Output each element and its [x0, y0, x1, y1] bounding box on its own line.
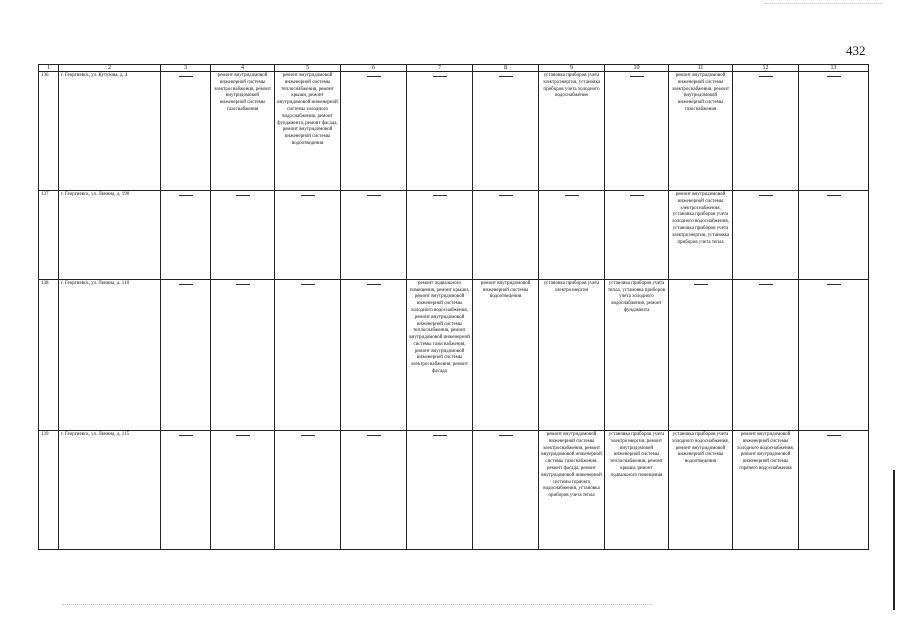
empty-dash: [301, 195, 315, 196]
work-cell: [799, 190, 869, 279]
work-cell: установка приборов учета электроэнергии: [539, 279, 605, 430]
row-number: 136: [39, 72, 59, 191]
address-cell: г. Георгиевск, ул. Ленина, д. 115: [59, 430, 161, 549]
empty-dash: [499, 195, 513, 196]
work-cell: [473, 72, 539, 191]
scan-artifact-top: [765, 3, 883, 4]
work-cell: [605, 72, 669, 191]
work-cell: [161, 279, 211, 430]
row-number: 137: [39, 190, 59, 279]
column-number-row: [39, 65, 869, 72]
empty-dash: [179, 435, 193, 436]
column-header: 3: [161, 65, 211, 72]
address-cell: г. Георгиевск, ул. Ленина, д. 110: [59, 279, 161, 430]
repair-schedule-table: [38, 64, 869, 550]
work-cell: [539, 190, 605, 279]
column-header: 10: [605, 65, 669, 72]
empty-dash: [499, 76, 513, 77]
work-cell: [211, 430, 275, 549]
work-cell: [733, 72, 799, 191]
work-cell: [605, 190, 669, 279]
empty-dash: [565, 195, 579, 196]
page-number: 432: [846, 43, 866, 58]
work-cell: [407, 430, 473, 549]
work-cell: [161, 190, 211, 279]
column-header: 4: [211, 65, 275, 72]
empty-dash: [179, 76, 193, 77]
work-cell: [275, 190, 341, 279]
column-header: 7: [407, 65, 473, 72]
work-cell: ремонт внутридомовой инженерной системы теплоснабжения, ремонт крыши, ремонт внутридомовой инженерной системы холодного водоснабжения, ремонт фундамента, ремонт фасада, ремонт внутридомовой инженерной системы водоотведения: [275, 72, 341, 191]
table-row: [39, 430, 869, 549]
work-cell: [473, 430, 539, 549]
scan-artifact-bottom: [62, 604, 652, 605]
empty-dash: [827, 76, 841, 77]
empty-dash: [367, 76, 381, 77]
empty-dash: [179, 284, 193, 285]
work-cell: [407, 72, 473, 191]
table-row: [39, 279, 869, 430]
work-cell: [733, 190, 799, 279]
column-header: 6: [341, 65, 407, 72]
column-header: 13: [799, 65, 869, 72]
work-cell: [733, 279, 799, 430]
work-cell: ремонт внутридомовой инженерной системы водоотведения: [473, 279, 539, 430]
work-cell: установка приборов учета электроэнергии, ремонт внутридомовой инженерной системы теплоснабжения, ремонт крыши, ремонт подвального помещения: [605, 430, 669, 549]
empty-dash: [827, 435, 841, 436]
work-cell: установка приборов учета электроэнергии, установка приборов учета холодного водоснабжения: [539, 72, 605, 191]
scan-edge-mark: [893, 470, 895, 610]
empty-dash: [236, 284, 250, 285]
row-number: 139: [39, 430, 59, 549]
empty-dash: [630, 195, 644, 196]
column-header: 5: [275, 65, 341, 72]
empty-dash: [367, 435, 381, 436]
work-cell: [211, 279, 275, 430]
table-row: [39, 190, 869, 279]
work-cell: ремонт внутридомовой инженерной системы холодного водоснабжения, ремонт внутридомовой инженерной системы горячего водоснабжения: [733, 430, 799, 549]
work-cell: [341, 279, 407, 430]
work-cell: [799, 430, 869, 549]
address-cell: г. Георгиевск, ул. Кутузова, д. 4: [59, 72, 161, 191]
empty-dash: [630, 76, 644, 77]
column-header: 2: [59, 65, 161, 72]
work-cell: [341, 72, 407, 191]
empty-dash: [827, 195, 841, 196]
work-cell: ремонт внутридомовой инженерной системы электроснабжения, ремонт внутридомовой инженерной системы газоснабжения: [669, 72, 733, 191]
work-cell: [275, 430, 341, 549]
empty-dash: [433, 76, 447, 77]
table-row: [39, 72, 869, 191]
work-cell: установка приборов учета холодного водоснабжения, ремонт внутридомовой инженерной системы водоотведения: [669, 430, 733, 549]
column-header: 8: [473, 65, 539, 72]
empty-dash: [694, 284, 708, 285]
row-number: 138: [39, 279, 59, 430]
empty-dash: [236, 195, 250, 196]
empty-dash: [759, 76, 773, 77]
empty-dash: [499, 435, 513, 436]
empty-dash: [236, 435, 250, 436]
work-cell: установка приборов учета тепла, установка приборов учета холодного водоснабжения, ремонт фундамента: [605, 279, 669, 430]
empty-dash: [433, 195, 447, 196]
column-header: 11: [669, 65, 733, 72]
empty-dash: [759, 284, 773, 285]
work-cell: [161, 72, 211, 191]
column-header: 1: [39, 65, 59, 72]
empty-dash: [827, 284, 841, 285]
address-cell: г. Георгиевск, ул. Ленина, д. 190: [59, 190, 161, 279]
work-cell: [161, 430, 211, 549]
work-cell: ремонт внутридомовой инженерной системы электроснабжения, установка приборов учета холодного водоснабжения, установка приборов учета электроэнергии, установка приборов учета тепла: [669, 190, 733, 279]
work-cell: ремонт внутридомовой инженерной системы электроснабжения, ремонт внутридомовой инженерной системы газоснабжения, ремонт фасада, ремонт внутридомовой инженерной системы горячего водоснабжения, установка приборов учета тепла: [539, 430, 605, 549]
empty-dash: [759, 195, 773, 196]
empty-dash: [367, 195, 381, 196]
work-cell: ремонт внутридомовой инженерной системы электроснабжения, ремонт внутридомовой инженерной системы газоснабжения: [211, 72, 275, 191]
empty-dash: [433, 435, 447, 436]
work-cell: [341, 430, 407, 549]
work-cell: [407, 190, 473, 279]
work-cell: [669, 279, 733, 430]
work-cell: ремонт подвального помещения, ремонт крыши, ремонт внутридомовой инженерной системы холодного водоснабжения, ремонт внутридомовой инженерной системы теплоснабжения, ремонт внутридомовой инженерной системы газоснабжения, ремонт внутридомовой инженерной системы электроснабжения, ремонт фасада: [407, 279, 473, 430]
column-header: 9: [539, 65, 605, 72]
empty-dash: [301, 435, 315, 436]
work-cell: [275, 279, 341, 430]
work-cell: [799, 72, 869, 191]
empty-dash: [301, 284, 315, 285]
work-cell: [473, 190, 539, 279]
empty-dash: [367, 284, 381, 285]
work-cell: [799, 279, 869, 430]
work-cell: [211, 190, 275, 279]
work-cell: [341, 190, 407, 279]
column-header: 12: [733, 65, 799, 72]
empty-dash: [179, 195, 193, 196]
